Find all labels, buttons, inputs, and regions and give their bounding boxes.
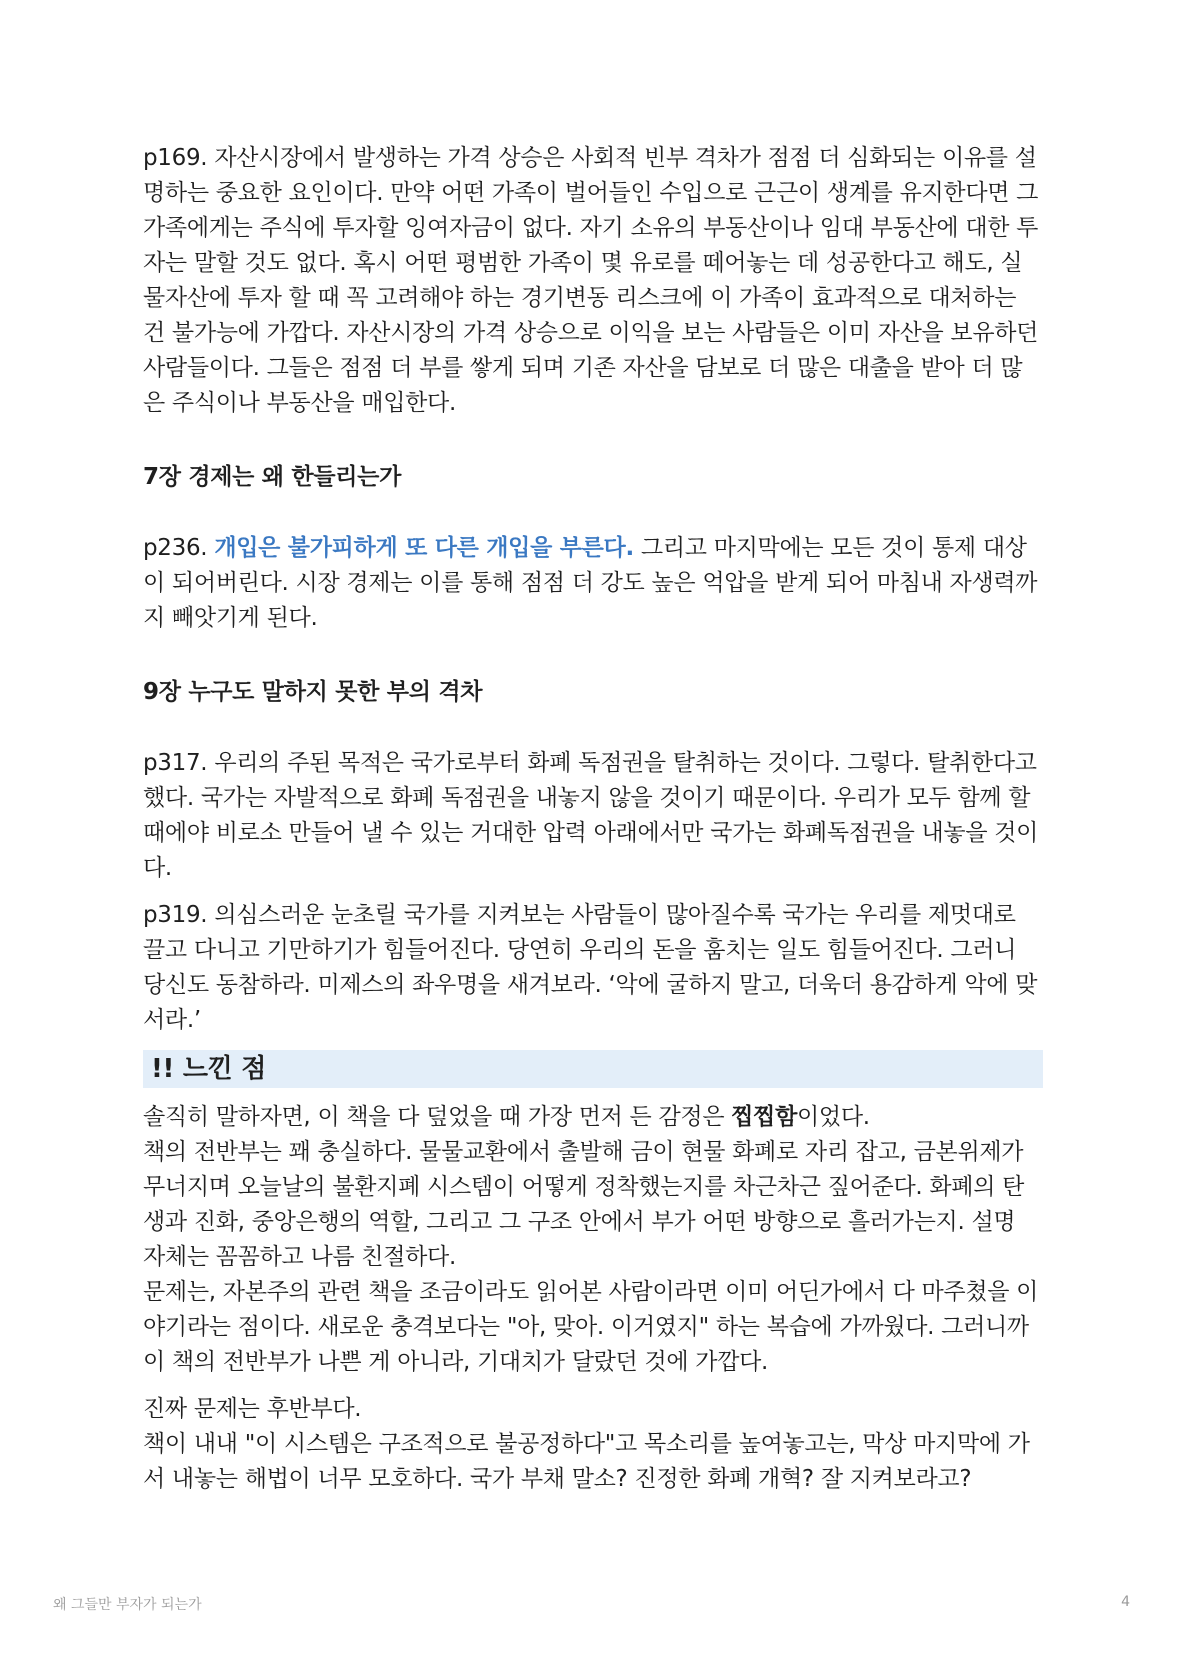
quote-p319: p319. 의심스러운 눈초릴 국가를 지켜보는 사람들이 많아질수록 국가는 우리를 제멋대로 끌고 다니고 기만하기가 힘들어진다. 당연히 우리의 돈을 훔치는 일도 힘들어진다. 그러니 당신도 동참하라. 미제스의 좌우명을 새겨보라. ‘악에 굴하지 말고, 더욱더 용감하게 악에 맞서라.’	[143, 902, 1038, 1033]
reflection-heading: !! 느낀 점	[143, 1050, 1043, 1088]
chapter-7-heading: 7장 경제는 왜 한들리는가	[143, 464, 402, 490]
quote-page-ref: p236.	[143, 535, 215, 561]
quote-p236	[143, 531, 1043, 636]
reflection-line-1-text: 솔직히 말하자면, 이 책을 다 덮었을 때 가장 먼저 든 감정은	[143, 1104, 732, 1130]
reflection-line-1	[143, 1100, 1043, 1135]
emphasis-word: 찝찝함	[731, 1104, 798, 1130]
quote-p317: p317. 우리의 주된 목적은 국가로부터 화폐 독점권을 탈취하는 것이다. 그렇다. 탈취한다고 했다. 국가는 자발적으로 화폐 독점권을 내놓지 않을 것이기 때문이다. 우리가 모두 함께 할 때에야 비로소 만들어 낼 수 있는 거대한 압력 아래에서만 국가는 화폐독점권을 내놓을 것이다.	[143, 750, 1039, 881]
quote-rest: 그리고 마지막에는 모든 것이 통제 대상이 되어버린다. 시장 경제는 이를 통해 점점 더 강도 높은 억압을 받게 되어 마침내 자생력까지 빼앗기게 된다.	[143, 535, 1038, 631]
highlighted-phrase: 개입은 불가피하게 또 다른 개입을 부른다.	[214, 535, 634, 561]
quote-p169: p169. 자산시장에서 발생하는 가격 상승은 사회적 빈부 격차가 점점 더 심화되는 이유를 설명하는 중요한 요인이다. 만약 어떤 가족이 벌어들인 수입으로 근근이 생계를 유지한다면 그 가족에게는 주식에 투자할 잉여자금이 없다. 자기 소유의 부동산이나 임대 부동산에 대한 투자는 말할 것도 없다. 혹시 어떤 평범한 가족이 몇 유로를 떼어놓는 데 성공한다고 해도, 실물자산에 투자 할 때 꼭 고려해야 하는 경기변동 리스크에 이 가족이 효과적으로 대처하는 건 불가능에 가깝다. 자산시장의 가격 상승으로 이익을 보는 사람들은 이미 자산을 보유하던 사람들이다. 그들은 점점 더 부를 쌓게 되며 기존 자산을 담보로 더 많은 대출을 받아 더 많은 주식이나 부동산을 매입한다.	[143, 145, 1039, 416]
reflection-paragraph-5: 책이 내내 "이 시스템은 구조적으로 불공정하다"고 목소리를 높여놓고는, 막상 마지막에 가서 내놓는 해법이 너무 모호하다. 국가 부채 말소? 진정한 화폐 개혁? 잘 지켜보라고?	[143, 1431, 1030, 1492]
footer-book-title: 왜 그들만 부자가 되는가	[53, 1597, 202, 1613]
chapter-9-heading: 9장 누구도 말하지 못한 부의 격차	[143, 679, 483, 705]
footer-page-number: 4	[1121, 1594, 1130, 1610]
document-body	[143, 141, 1043, 1497]
reflection-paragraph-4: 진짜 문제는 후반부다.	[143, 1396, 362, 1422]
reflection-line-1-end: 이었다.	[797, 1104, 870, 1130]
reflection-paragraph-3: 문제는, 자본주의 관련 책을 조금이라도 읽어본 사람이라면 이미 어딘가에서 다 마주쳤을 이야기라는 점이다. 새로운 충격보다는 "아, 맞아. 이거였지" 하는 복습에 가까웠다. 그러니까 이 책의 전반부가 나쁜 게 아니라, 기대치가 달랐던 것에 가깝다.	[143, 1279, 1039, 1375]
reflection-paragraph-2: 책의 전반부는 꽤 충실하다. 물물교환에서 출발해 금이 현물 화폐로 자리 잡고, 금본위제가 무너지며 오늘날의 불환지폐 시스템이 어떻게 정착했는지를 차근차근 짚어준다. 화폐의 탄생과 진화, 중앙은행의 역할, 그리고 그 구조 안에서 부가 어떤 방향으로 흘러가는지. 설명 자체는 꼼꼼하고 나름 친절하다.	[143, 1139, 1025, 1270]
